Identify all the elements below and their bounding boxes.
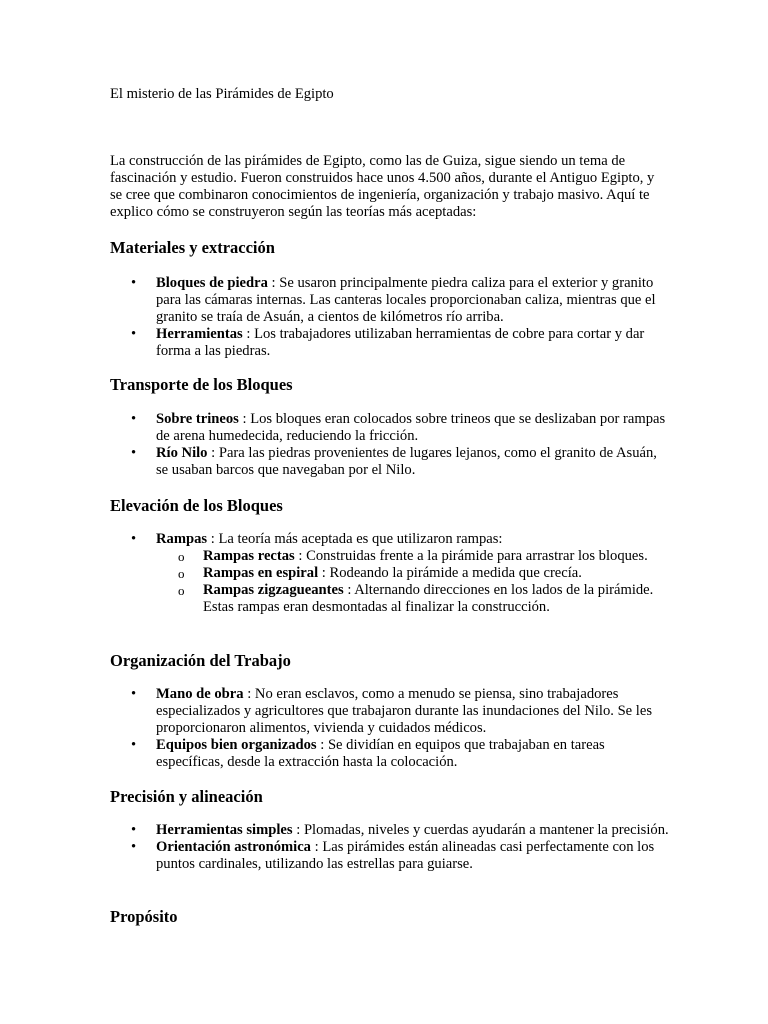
item-term: Rampas [156,531,208,547]
section-list-organizacion [110,686,670,771]
item-term: Herramientas [156,326,243,342]
item-text: : Las pirámides están alineadas casi perfectamente con los puntos cardinales, utilizando las estrellas para guiarse. [156,839,655,872]
item-text: : Los bloques eran colocados sobre trineos que se deslizaban por rampas de arena humedecida, reduciendo la fricción. [156,411,666,444]
item-text: : Plomadas, niveles y cuerdas ayudarán a mantener la precisión. [292,822,669,838]
intro-paragraph: La construcción de las pirámides de Egipto, como las de Guiza, sigue siendo un tema de fascinación y estudio. Fueron construidos hace unos 4.500 años, durante el Antiguo Egipto, y se cree que combinaron conocimientos de ingeniería, organización y trabajo masivo. Aquí te explico cómo se construyeron según las teorías más aceptadas: [110,153,655,220]
section-list-elevacion [110,531,670,616]
section-heading-organizacion: Organización del Trabajo [110,651,291,670]
item-term: Orientación astronómica [156,839,311,855]
sub-list-item [156,565,670,582]
list-item [110,411,670,445]
list-item [110,737,670,771]
item-term: Rampas en espiral [203,565,319,581]
item-term: Equipos bien organizados [156,737,317,753]
item-term: Rampas zigzagueantes [203,582,344,598]
list-item [110,822,670,839]
item-text: : Alternando direcciones en los lados de la pirámide. Estas rampas eran desmontadas al finalizar la construcción. [203,582,654,615]
section-heading-proposito: Propósito [110,907,178,926]
item-term: Rampas rectas [203,548,295,564]
sub-list-item [156,582,670,616]
list-item [110,445,670,479]
section-heading-precision: Precisión y alineación [110,787,263,806]
list-item [110,686,670,737]
section-list-materiales [110,275,670,360]
sub-list [156,548,670,616]
item-text: : La teoría más aceptada es que utilizaron rampas: [207,531,503,547]
section-heading-transporte: Transporte de los Bloques [110,375,293,394]
item-term: Sobre trineos [156,411,239,427]
item-term: Bloques de piedra [156,275,268,291]
item-term: Herramientas simples [156,822,293,838]
sub-list-item [156,548,670,565]
item-text: : Construidas frente a la pirámide para arrastrar los bloques. [294,548,648,564]
item-text: : Para las piedras provenientes de lugares lejanos, como el granito de Asuán, se usaban barcos que navegaban por el Nilo. [156,445,657,478]
list-item [110,531,670,616]
list-item [110,839,670,873]
section-list-transporte [110,411,670,479]
section-heading-materiales: Materiales y extracción [110,238,275,257]
list-item [110,275,670,326]
document-title: El misterio de las Pirámides de Egipto [110,86,334,102]
item-text: : No eran esclavos, como a menudo se piensa, sino trabajadores especializados y agricultores que trabajaron durante las inundaciones del Nilo. Se les proporcionaron alimentos, vivienda y cuidados médicos. [156,686,653,736]
item-text: : Rodeando la pirámide a medida que crecía. [318,565,582,581]
item-text: : Se usaron principalmente piedra caliza para el exterior y granito para las cámaras internas. Las canteras locales proporcionaban caliza, mientras que el granito se traía de Asuán, a cientos de kilómetros río arriba. [156,275,656,325]
item-term: Mano de obra [156,686,244,702]
item-text: : Los trabajadores utilizaban herramientas de cobre para cortar y dar forma a las piedras. [156,326,645,359]
section-heading-elevacion: Elevación de los Bloques [110,496,283,515]
item-text: : Se dividían en equipos que trabajaban en tareas específicas, desde la extracción hasta la colocación. [156,737,605,770]
section-list-precision [110,822,670,873]
item-term: Río Nilo [156,445,208,461]
list-item [110,326,670,360]
